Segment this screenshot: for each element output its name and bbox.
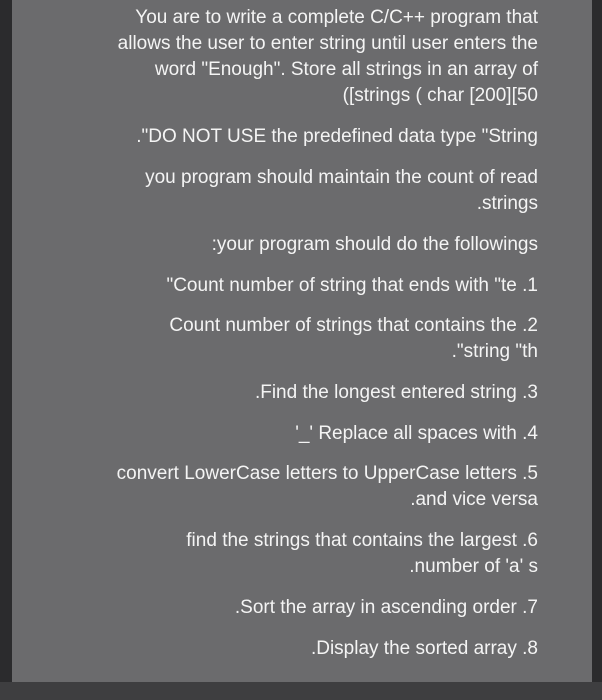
right-dark-edge (592, 0, 602, 700)
text-line: ."string "th (451, 341, 538, 362)
text-line: You are to write a complete C/C++ program that (135, 7, 538, 28)
text-line: find the strings that contains the largest .6 (186, 530, 538, 551)
bottom-bar (0, 682, 602, 700)
text-line: .number of 'a' s (409, 556, 538, 577)
text-line: '_' Replace all spaces with .4 (295, 423, 538, 444)
text-line: ([strings ( char [200][50 (342, 85, 538, 106)
text-line: allows the user to enter string until user enters the (117, 33, 538, 54)
text-line: "Count number of string that ends with "te .1 (166, 275, 538, 296)
text-line: .Display the sorted array .8 (310, 638, 538, 659)
text-line: .strings (476, 193, 538, 214)
text-line: .and vice versa (410, 489, 538, 510)
text-line: ."DO NOT USE the predefined data type "String (136, 126, 538, 147)
text-line: .Sort the array in ascending order .7 (234, 597, 538, 618)
text-line: :your program should do the followings (211, 234, 538, 255)
text-line: word "Enough". Store all strings in an array of (154, 59, 538, 80)
text-line: convert LowerCase letters to UpperCase letters .5 (116, 463, 538, 484)
text-line: Count number of strings that contains the .2 (169, 315, 538, 336)
document-panel (12, 0, 592, 682)
left-dark-edge (0, 0, 12, 700)
text-line: .Find the longest entered string .3 (254, 382, 538, 403)
text-line: you program should maintain the count of read (145, 167, 538, 188)
